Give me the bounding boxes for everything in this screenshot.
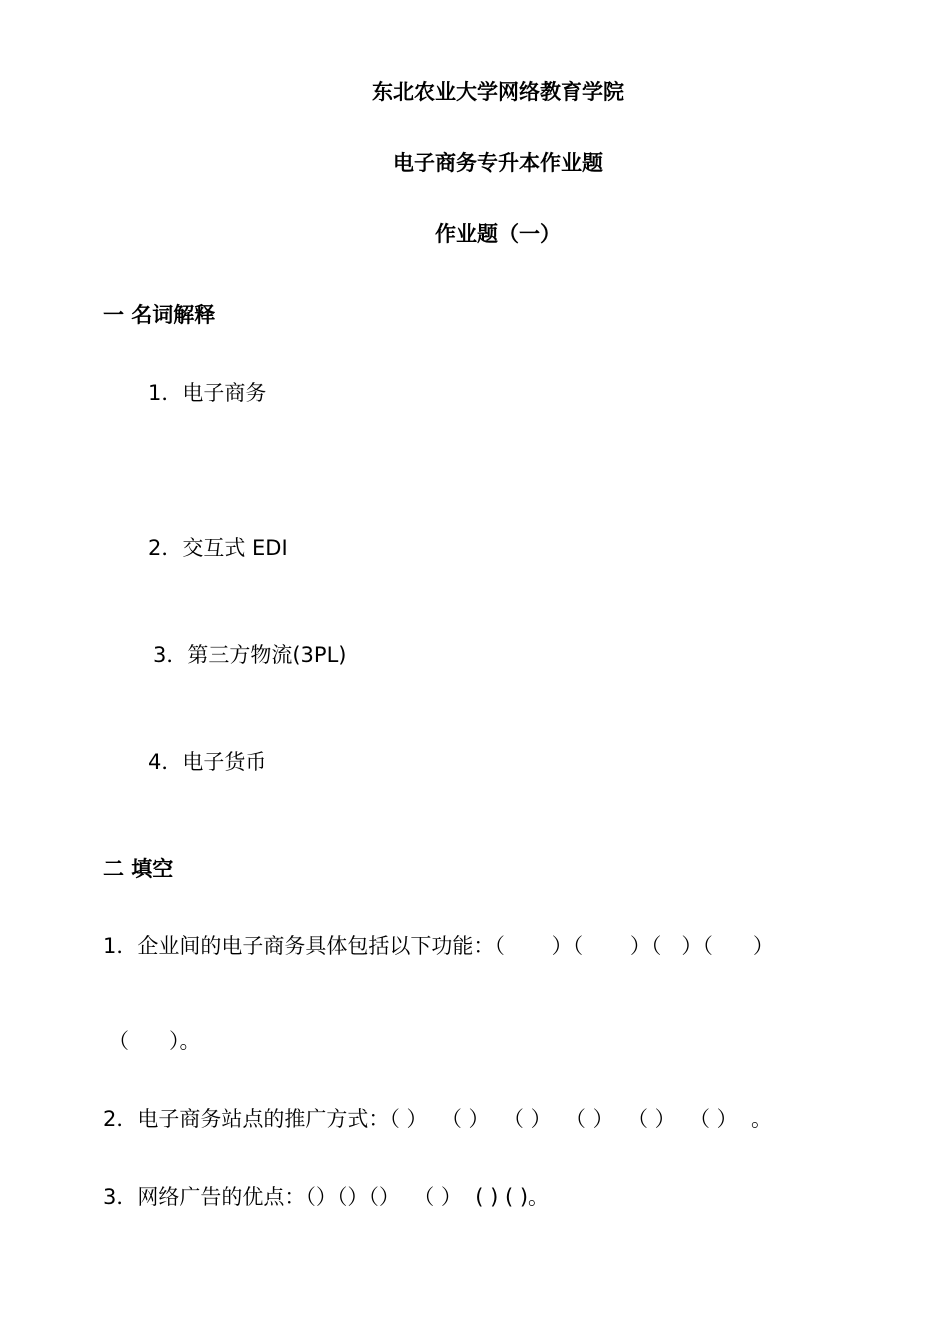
term-item-4: 4．电子货币 xyxy=(148,750,267,774)
term-item-1: 1．电子商务 xyxy=(148,381,267,405)
fill-question-3: 3．网络广告的优点：（）（）（） （ ） ( ) ( )。 xyxy=(103,1185,550,1209)
section-1-heading: 一 名词解释 xyxy=(103,303,216,327)
term-item-3: 3．第三方物流(3PL) xyxy=(153,643,347,667)
institution-title: 东北农业大学网络教育学院 xyxy=(372,80,624,104)
assignment-title: 作业题（一） xyxy=(435,222,561,246)
fill-question-1: 1．企业间的电子商务具体包括以下功能：（ ）（ ）（ ）（ ） xyxy=(103,934,774,958)
fill-question-2: 2．电子商务站点的推广方式：（ ） （ ） （ ） （ ） （ ） （ ） 。 xyxy=(103,1107,773,1131)
term-item-2: 2．交互式 EDI xyxy=(148,536,288,560)
course-title: 电子商务专升本作业题 xyxy=(393,151,603,175)
fill-question-1-continued: （ ）。 xyxy=(108,1029,201,1053)
section-2-heading: 二 填空 xyxy=(103,857,174,881)
